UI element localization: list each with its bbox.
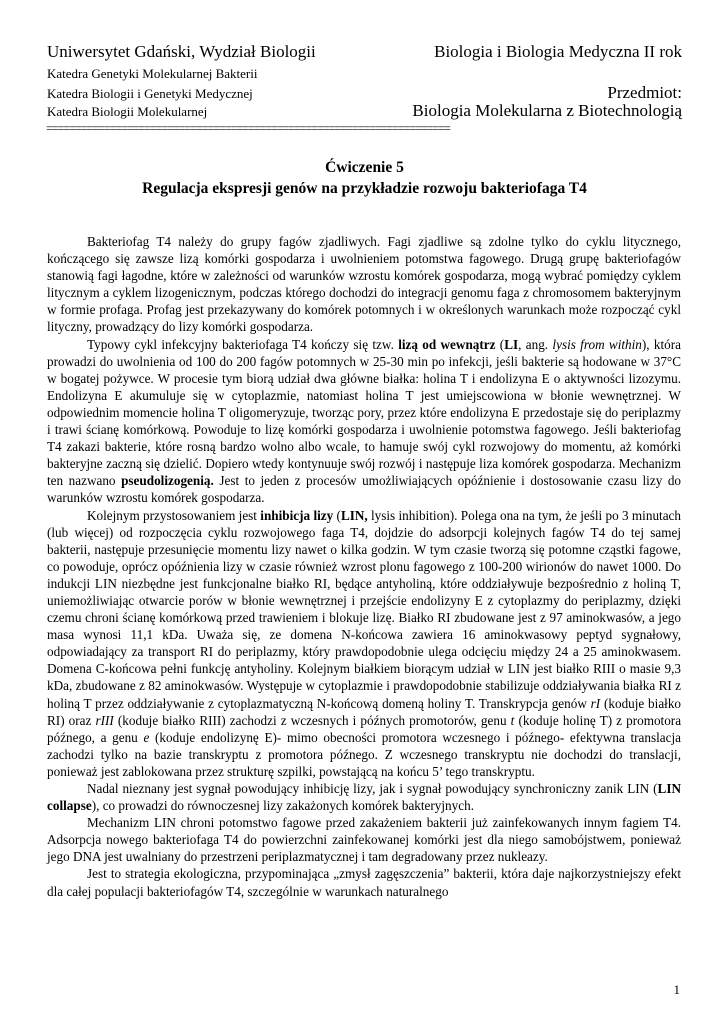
term-lin-collapse: LIN collapse <box>47 781 681 814</box>
paragraph-4: Nadal nieznany jest sygnał powodujący inhibicję lizy, jak i sygnał powodujący synchroniczny zanik LIN (LIN collapse), co prowadzi do równoczesnej lizy zakażonych komórek bakteryjnych. <box>47 781 681 814</box>
paragraph-6: Jest to strategia ekologiczna, przypominająca „zmysł zagęszczenia” bakterii, która daje najkorzystniejszy efekt dla całej populacji bakteriofagów T4, szczególnie w warunkach naturalnego <box>47 866 681 899</box>
department-1: Katedra Genetyki Molekularnej Bakterii <box>47 66 258 81</box>
document-body <box>47 233 681 900</box>
paragraph-5: Mechanizm LIN chroni potomstwo fagowe przed zakażeniem bakterii już zainfekowanych innym fagiem T4. Adsorpcja nowego bakteriofaga T4 do powierzchni zainfekowanej komórki jest dla niego samobójstwem, ponieważ jego DNA jest uwalniany do przestrzeni periplazmatycznej i tam degradowany przez nukleazy. <box>47 815 681 865</box>
exercise-title: Ćwiczenie 5 <box>325 159 404 176</box>
header-row-4 <box>47 101 682 121</box>
term-pseudolysogeny: pseudolizogenią. <box>121 473 214 489</box>
exercise-subtitle: Regulacja ekspresji genów na przykładzie rozwoju bakteriofaga T4 <box>142 180 587 197</box>
header-row-3 <box>47 83 682 103</box>
term-lin: inhibicja lizy <box>260 507 334 523</box>
page-number: 1 <box>673 982 680 997</box>
header-row-2 <box>47 66 682 82</box>
subject-name: Biologia Molekularna z Biotechnologią <box>412 101 682 120</box>
paragraph-2: Typowy cykl infekcyjny bakteriofaga T4 kończy się tzw. lizą od wewnątrz (LI, ang. lysis from within), która prowadzi do uwolnienia od 100 do 200 fagów potomnych w 25-30 min po infekcji, jeśli bakterie są hodowane w 37°C w bogatej pożywce. W procesie tym biorą udział dwa główne białka: holina T i endolizyna E o aktywności lizozymu. Endolizyna E akumuluje się w cytoplazmie, natomiast holina T jest umiejscowiona w błonie wewnętrznej. W odpowiednim momencie holina T oligomeryzuje, tworząc pory, przez które endolizyna E przedostaje się do periplazmy i trawi ścianę komórkową. Powoduje to lizę komórki gospodarza i uwolnienie potomstwa fagowego. Jeśli bakteriofag T4 zakazi bakterie, które rosną bardzo wolno albo wcale, to hamuje swój cykl rozwojowy do momentu, aż komórki bakteryjne zaczną się dzielić. Dopiero wtedy kontynuuje swój rozwój i następuje liza komórek gospodarza. Mechanizm ten nazwano pseudolizogenią. Jest to jeden z procesów umożliwiających opóźnienie i dostosowanie czasu lizy do warunków wzrostu komórek gospodarza. <box>47 336 682 506</box>
header-separator: ====================================================================== <box>46 121 450 135</box>
header-row-1 <box>47 42 682 62</box>
paragraph-3: Kolejnym przystosowaniem jest inhibicja lizy (LIN, lysis inhibition). Polega ona na tym, że jeśli po 3 minutach (lub więcej) od rozpoczęcia cyklu rozwojowego faga T4, dojdzie do adsorpcji kolejnych fagów T4 do tej samej bakterii, następuje przesunięcie momentu lizy nawet o kilka godzin. W tym czasie tworzą się potomne cząstki fagowe, co powoduje, oprócz opóźnienia lizy w czasie również wzrost plonu fagowego z 100-200 wirionów do nawet 1000. Do indukcji LIN niezbędne jest funkcjonalne białko RI, będące antyholiną, które oddziaływuje bezpośrednio z holiną T, uniemożliwiając otwarcie porów w błonie wewnętrznej i przejście endolizyny E z cytoplazmy do periplazmy, dzięki czemu chroni ścianę komórkową przed trawieniem i blokuje lizę. Białko RI zbudowane jest z 97 aminokwasów, a jego masa wynosi 11,1 kDa. Uważa się, ze domena N-końcowa zawiera 16 aminokwasowy peptyd sygnałowy, odpowiadający za transport RI do periplazmy, który prawdopodobnie ulega odcięciu między 24 a 25 aminokwasem. Domena C-końcowa pełni funkcję antyholiny. Kolejnym białkiem biorącym udział w LIN jest białko RIII o masie 9,3 kDa, zbudowane z 82 aminokwasów. Występuje w cytoplazmie i prawdopodobnie stabilizuje oddziaływania białka RI z holiną T przez oddziaływanie z cytoplazmatyczną N-końcową domeną holiny T. Transkrypcja genów rI (koduje białko RI) oraz rIII (koduje białko RIII) zachodzi z wczesnych i późnych promotorów, genu t (koduje holinę T) z promotora późnego, a genu e (koduje endolizynę E)- mimo obecności promotora wczesnego i późnego- efektywna translacja zachodzi tylko na bazie transkryptu z promotora późnego. Z wczesnego transkryptu nie dochodzi do translacji, ponieważ jest zablokowana przez strukturę szpilki, powstającą na końcu 5’ tego transkryptu. <box>47 507 682 779</box>
subject-label: Przedmiot: <box>607 83 682 102</box>
term-li: lizą od wewnątrz <box>398 336 496 352</box>
university-name: Uniwersytet Gdański, Wydział Biologii <box>47 42 316 61</box>
paragraph-1: Bakteriofag T4 należy do grupy fagów zjadliwych. Fagi zjadliwe są zdolne tylko do cyklu litycznego, kończącego się zawsze lizą komórki gospodarza i uwolnieniem potomstwa fagowego. Drugą grupę bakteriofagów stanowią fagi łagodne, które w zależności od warunków wzrostu komórek gospodarza, mogą wybrać pomiędzy cyklem litycznym a cyklem lizogenicznym, podczas którego dochodzi do integracji genomu faga z chromosomem bakteryjnym w formie profaga. Profag jest przekazywany do komórek potomnych i w określonych warunkach może rozpocząć cykl lityczny, prowadzący do lizy komórki gospodarza. <box>47 234 681 335</box>
department-2: Katedra Biologii i Genetyki Medycznej <box>47 86 253 101</box>
course-year: Biologia i Biologia Medyczna II rok <box>434 42 682 61</box>
department-3: Katedra Biologii Molekularnej <box>47 104 208 119</box>
